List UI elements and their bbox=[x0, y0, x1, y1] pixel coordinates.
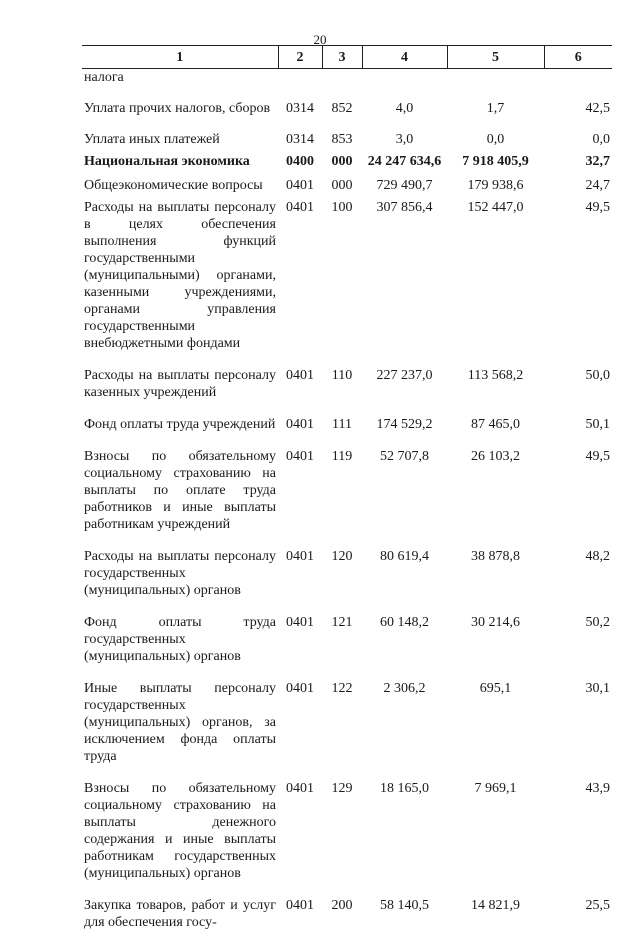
row-section-code-cell: 0401 bbox=[278, 177, 322, 199]
row-section-code-cell: 0401 bbox=[278, 548, 322, 614]
budget-table bbox=[82, 45, 612, 931]
row-name-cell: Иные выплаты персоналу государственных (муниципальных) органов, за исключением фонда оплаты труда bbox=[82, 680, 278, 780]
row-expense-kind-cell: 853 bbox=[322, 131, 362, 153]
row-section-code-cell: 0314 bbox=[278, 131, 322, 153]
table-row bbox=[82, 367, 612, 416]
row-name-cell: Фонд оплаты труда учреждений bbox=[82, 416, 278, 448]
row-section-code-cell: 0401 bbox=[278, 416, 322, 448]
row-section-code-cell bbox=[278, 69, 322, 101]
row-executed-value-cell: 113 568,2 bbox=[447, 367, 544, 416]
row-executed-value-cell: 7 969,1 bbox=[447, 780, 544, 897]
row-expense-kind-cell: 119 bbox=[322, 448, 362, 548]
row-percent-cell bbox=[544, 69, 612, 101]
row-expense-kind-cell: 110 bbox=[322, 367, 362, 416]
row-planned-value-cell: 60 148,2 bbox=[362, 614, 447, 680]
row-expense-kind-cell: 200 bbox=[322, 897, 362, 931]
row-executed-value-cell: 14 821,9 bbox=[447, 897, 544, 931]
row-section-code-cell: 0401 bbox=[278, 897, 322, 931]
row-percent-cell: 24,7 bbox=[544, 177, 612, 199]
row-executed-value-cell: 38 878,8 bbox=[447, 548, 544, 614]
column-header-4: 4 bbox=[362, 46, 447, 69]
row-name-cell: Расходы на выплаты персоналу в целях обеспечения выполнения функций государственными (муниципальными) органами, казенными учреждениями, органами управления государственными внебюджетными фондами bbox=[82, 199, 278, 367]
column-header-3: 3 bbox=[322, 46, 362, 69]
row-percent-cell: 43,9 bbox=[544, 780, 612, 897]
row-name-cell: Уплата прочих налогов, сборов bbox=[82, 100, 278, 131]
table-row bbox=[82, 177, 612, 199]
row-planned-value-cell: 227 237,0 bbox=[362, 367, 447, 416]
row-planned-value-cell: 18 165,0 bbox=[362, 780, 447, 897]
table-row bbox=[82, 100, 612, 131]
table-row bbox=[82, 780, 612, 897]
row-planned-value-cell: 24 247 634,6 bbox=[362, 153, 447, 177]
page-number: 20 bbox=[0, 32, 640, 48]
row-executed-value-cell: 87 465,0 bbox=[447, 416, 544, 448]
table-row bbox=[82, 416, 612, 448]
table-header-row bbox=[82, 46, 612, 69]
row-executed-value-cell bbox=[447, 69, 544, 101]
table-row bbox=[82, 897, 612, 931]
row-percent-cell: 49,5 bbox=[544, 199, 612, 367]
table-row bbox=[82, 153, 612, 177]
row-planned-value-cell bbox=[362, 69, 447, 101]
row-percent-cell: 50,2 bbox=[544, 614, 612, 680]
row-section-code-cell: 0401 bbox=[278, 199, 322, 367]
row-planned-value-cell: 3,0 bbox=[362, 131, 447, 153]
row-name-cell: Расходы на выплаты персоналу казенных учреждений bbox=[82, 367, 278, 416]
row-section-code-cell: 0400 bbox=[278, 153, 322, 177]
row-percent-cell: 50,0 bbox=[544, 367, 612, 416]
row-section-code-cell: 0314 bbox=[278, 100, 322, 131]
table-row bbox=[82, 448, 612, 548]
row-expense-kind-cell: 129 bbox=[322, 780, 362, 897]
row-percent-cell: 25,5 bbox=[544, 897, 612, 931]
table-row bbox=[82, 680, 612, 780]
row-name-cell: налога bbox=[82, 69, 278, 101]
row-name-cell: Взносы по обязательному социальному страхованию на выплаты по оплате труда работников и иные выплаты работникам учреждений bbox=[82, 448, 278, 548]
row-name-cell: Национальная экономика bbox=[82, 153, 278, 177]
row-name-cell: Расходы на выплаты персоналу государственных (муниципальных) органов bbox=[82, 548, 278, 614]
row-expense-kind-cell: 000 bbox=[322, 177, 362, 199]
row-expense-kind-cell: 121 bbox=[322, 614, 362, 680]
table-row bbox=[82, 614, 612, 680]
row-executed-value-cell: 26 103,2 bbox=[447, 448, 544, 548]
row-planned-value-cell: 729 490,7 bbox=[362, 177, 447, 199]
table-row bbox=[82, 69, 612, 101]
row-expense-kind-cell bbox=[322, 69, 362, 101]
row-planned-value-cell: 2 306,2 bbox=[362, 680, 447, 780]
row-percent-cell: 32,7 bbox=[544, 153, 612, 177]
row-percent-cell: 30,1 bbox=[544, 680, 612, 780]
column-header-6: 6 bbox=[544, 46, 612, 69]
row-expense-kind-cell: 000 bbox=[322, 153, 362, 177]
row-percent-cell: 0,0 bbox=[544, 131, 612, 153]
row-section-code-cell: 0401 bbox=[278, 367, 322, 416]
row-executed-value-cell: 0,0 bbox=[447, 131, 544, 153]
row-percent-cell: 50,1 bbox=[544, 416, 612, 448]
column-header-2: 2 bbox=[278, 46, 322, 69]
row-executed-value-cell: 1,7 bbox=[447, 100, 544, 131]
row-name-cell: Взносы по обязательному социальному страхованию на выплаты денежного содержания и иные выплаты работникам государственных (муниципальных) органов bbox=[82, 780, 278, 897]
row-percent-cell: 42,5 bbox=[544, 100, 612, 131]
row-expense-kind-cell: 100 bbox=[322, 199, 362, 367]
row-name-cell: Фонд оплаты труда государственных (муниципальных) органов bbox=[82, 614, 278, 680]
column-header-1: 1 bbox=[82, 46, 278, 69]
row-executed-value-cell: 695,1 bbox=[447, 680, 544, 780]
row-expense-kind-cell: 852 bbox=[322, 100, 362, 131]
row-planned-value-cell: 52 707,8 bbox=[362, 448, 447, 548]
row-section-code-cell: 0401 bbox=[278, 680, 322, 780]
row-executed-value-cell: 7 918 405,9 bbox=[447, 153, 544, 177]
table-row bbox=[82, 199, 612, 367]
row-expense-kind-cell: 111 bbox=[322, 416, 362, 448]
row-name-cell: Закупка товаров, работ и услуг для обеспечения госу- bbox=[82, 897, 278, 931]
row-executed-value-cell: 30 214,6 bbox=[447, 614, 544, 680]
row-percent-cell: 48,2 bbox=[544, 548, 612, 614]
row-section-code-cell: 0401 bbox=[278, 448, 322, 548]
row-planned-value-cell: 307 856,4 bbox=[362, 199, 447, 367]
table-row bbox=[82, 548, 612, 614]
row-planned-value-cell: 4,0 bbox=[362, 100, 447, 131]
row-name-cell: Уплата иных платежей bbox=[82, 131, 278, 153]
row-expense-kind-cell: 122 bbox=[322, 680, 362, 780]
row-expense-kind-cell: 120 bbox=[322, 548, 362, 614]
row-percent-cell: 49,5 bbox=[544, 448, 612, 548]
row-name-cell: Общеэкономические вопросы bbox=[82, 177, 278, 199]
table-row bbox=[82, 131, 612, 153]
column-header-5: 5 bbox=[447, 46, 544, 69]
row-executed-value-cell: 152 447,0 bbox=[447, 199, 544, 367]
row-executed-value-cell: 179 938,6 bbox=[447, 177, 544, 199]
row-planned-value-cell: 58 140,5 bbox=[362, 897, 447, 931]
row-planned-value-cell: 80 619,4 bbox=[362, 548, 447, 614]
row-section-code-cell: 0401 bbox=[278, 780, 322, 897]
row-planned-value-cell: 174 529,2 bbox=[362, 416, 447, 448]
table-body bbox=[82, 69, 612, 931]
row-section-code-cell: 0401 bbox=[278, 614, 322, 680]
